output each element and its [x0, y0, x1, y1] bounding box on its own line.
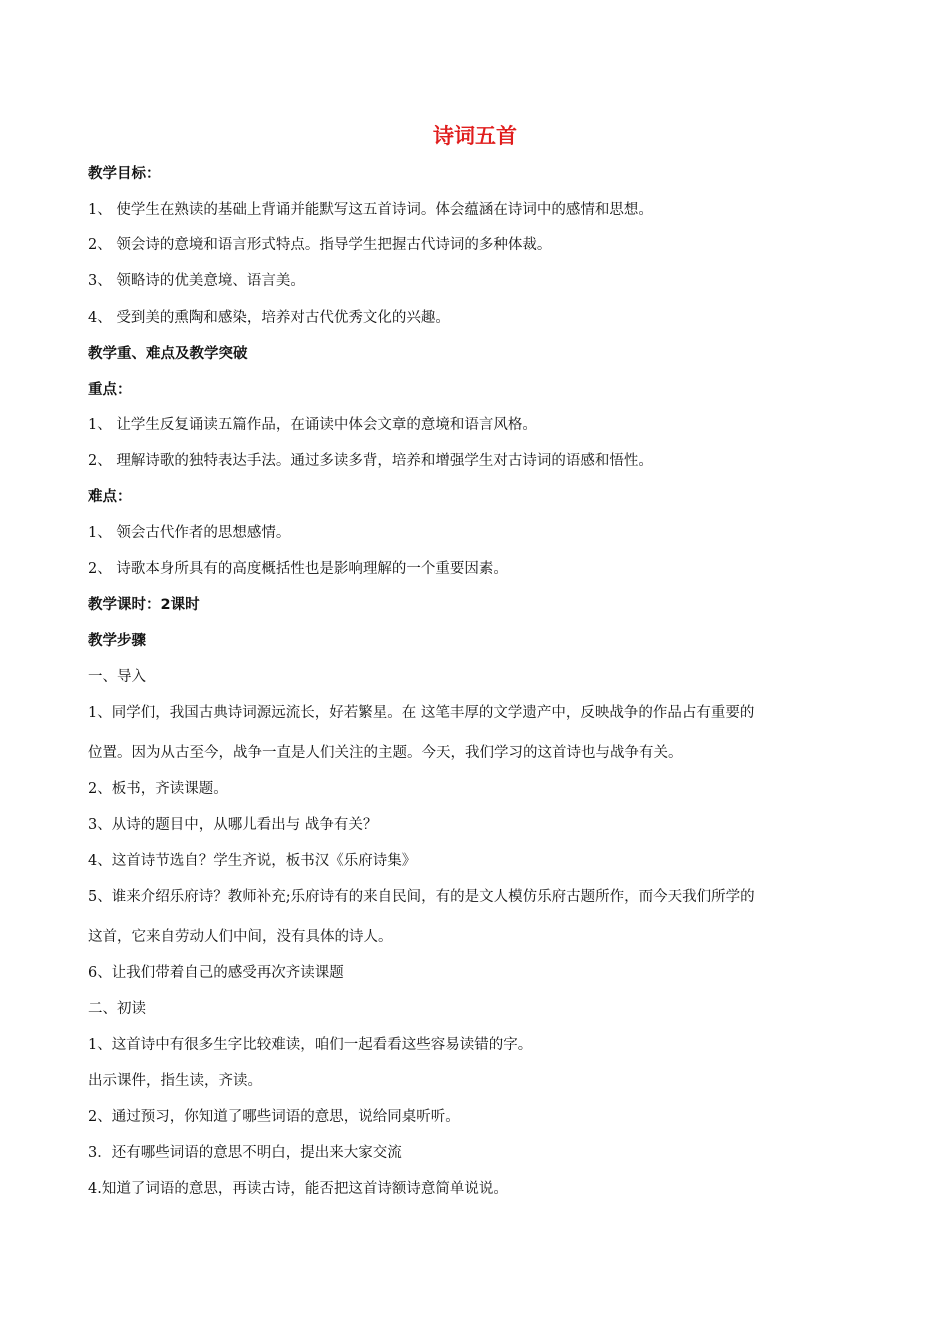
body-text-line: 2、通过预习，你知道了哪些词语的意思，说给同桌听听。 — [88, 1109, 460, 1125]
body-text-line: 6、让我们带着自己的感受再次齐读课题 — [88, 965, 344, 981]
section-heading: 教学步骤 — [88, 633, 146, 649]
body-text-line: 2、 领会诗的意境和语言形式特点。指导学生把握古代诗词的多种体裁。 — [88, 237, 552, 253]
body-text-line: 1、 使学生在熟读的基础上背诵并能默写这五首诗词。体会蕴涵在诗词中的感情和思想。 — [88, 202, 653, 218]
body-text-line: 2、 诗歌本身所具有的高度概括性也是影响理解的一个重要因素。 — [88, 561, 508, 577]
document-title: 诗词五首 — [433, 124, 517, 148]
section-heading: 教学重、难点及教学突破 — [88, 346, 248, 362]
body-text-line: 这首，它来自劳动人们中间，没有具体的诗人。 — [88, 929, 393, 945]
body-text-line: 5、谁来介绍乐府诗？教师补充;乐府诗有的来自民间，有的是文人模仿乐府古题所作，而今天我们所学的 — [88, 889, 755, 905]
section-heading: 重点： — [88, 382, 132, 398]
body-text-line: 1、 让学生反复诵读五篇作品，在诵读中体会文章的意境和语言风格。 — [88, 417, 537, 433]
body-text-line: 二、初读 — [88, 1001, 146, 1017]
body-text-line: 一、导入 — [88, 669, 146, 685]
body-text-line: 位置。因为从古至今，战争一直是人们关注的主题。今天，我们学习的这首诗也与战争有关。 — [88, 745, 683, 761]
body-text-line: 4、这首诗节选自？学生齐说，板书汉《乐府诗集》 — [88, 853, 417, 869]
body-text-line: 出示课件，指生读，齐读。 — [88, 1073, 262, 1089]
section-heading: 教学课时：2课时 — [88, 597, 200, 613]
body-text-line: 1、这首诗中有很多生字比较难读，咱们一起看看这些容易读错的字。 — [88, 1037, 533, 1053]
body-text-line: 4、 受到美的熏陶和感染，培养对古代优秀文化的兴趣。 — [88, 310, 450, 326]
body-text-line: 2、 理解诗歌的独特表达手法。通过多读多背，培养和增强学生对古诗词的语感和悟性。 — [88, 453, 653, 469]
body-text-line: 1、同学们，我国古典诗词源远流长，好若繁星。在 这笔丰厚的文学遗产中，反映战争的作品占有重要的 — [88, 705, 755, 721]
section-heading: 难点： — [88, 489, 132, 505]
body-text-line: 1、 领会古代作者的思想感情。 — [88, 525, 291, 541]
body-text-line: 3．还有哪些词语的意思不明白，提出来大家交流 — [88, 1145, 402, 1161]
body-text-line: 4.知道了词语的意思，再读古诗，能否把这首诗额诗意简单说说。 — [88, 1181, 508, 1197]
body-text-line: 2、板书，齐读课题。 — [88, 781, 228, 797]
section-heading: 教学目标： — [88, 166, 161, 182]
body-text-line: 3、 领略诗的优美意境、语言美。 — [88, 273, 305, 289]
body-text-line: 3、从诗的题目中，从哪儿看出与 战争有关？ — [88, 817, 378, 833]
